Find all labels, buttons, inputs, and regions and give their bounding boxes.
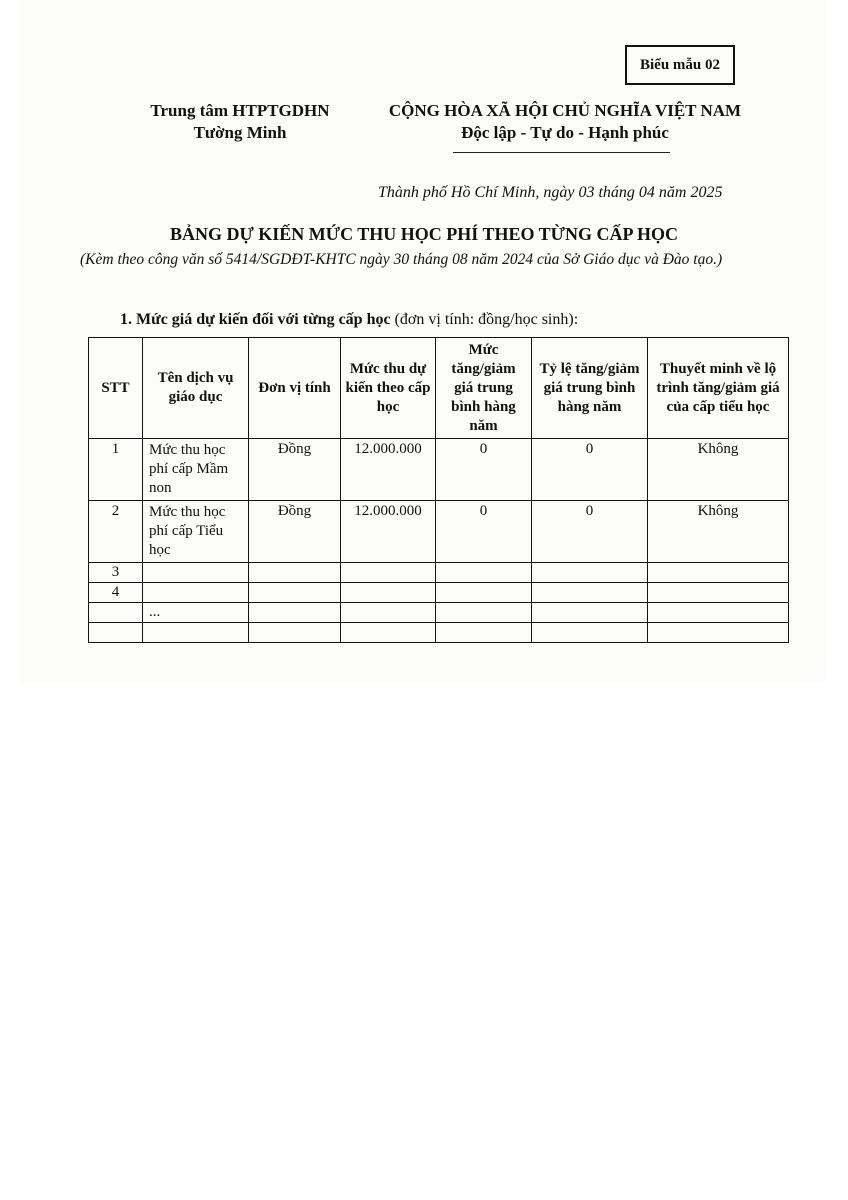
national-title: CỘNG HÒA XÃ HỘI CHỦ NGHĨA VIỆT NAM [388, 101, 742, 120]
place-date: Thành phố Hồ Chí Minh, ngày 03 tháng 04 năm 2025 [378, 184, 723, 201]
header-stt: STT [89, 338, 143, 439]
header-annual-rate: Tỷ lệ tăng/giảm giá trung bình hàng năm [532, 338, 648, 439]
cell-service-name: Mức thu học phí cấp Mầm non [143, 439, 249, 501]
header-expected-fee: Mức thu dự kiến theo cấp học [341, 338, 436, 439]
header-annual-change: Mức tăng/giảm giá trung bình hàng năm [436, 338, 532, 439]
cell-empty [648, 623, 789, 643]
section-heading [120, 311, 800, 329]
cell-rate: 0 [532, 439, 648, 501]
table-row-empty [89, 583, 789, 603]
cell-change: 0 [436, 501, 532, 563]
cell-empty [436, 623, 532, 643]
cell-rate: 0 [532, 501, 648, 563]
document-title: BẢNG DỰ KIẾN MỨC THU HỌC PHÍ THEO TỪNG CẤP HỌC [169, 224, 679, 244]
motto-underline [453, 152, 670, 153]
cell-stt: 2 [89, 501, 143, 563]
cell-empty [249, 623, 341, 643]
cell-empty [648, 603, 789, 623]
cell-note: Không [648, 501, 789, 563]
cell-service-name: Mức thu học phí cấp Tiểu học [143, 501, 249, 563]
cell-empty [249, 583, 341, 603]
cell-empty [648, 583, 789, 603]
table-header-row [89, 338, 789, 439]
cell-unit: Đồng [249, 501, 341, 563]
cell-empty [341, 623, 436, 643]
table-row-empty [89, 563, 789, 583]
cell-stt: 3 [89, 563, 143, 583]
table-row-empty [89, 603, 789, 623]
table-row [89, 501, 789, 563]
cell-note: Không [648, 439, 789, 501]
tuition-fee-table [88, 337, 789, 643]
cell-change: 0 [436, 439, 532, 501]
cell-empty [249, 603, 341, 623]
cell-empty [532, 583, 648, 603]
cell-empty [436, 603, 532, 623]
cell-empty [341, 563, 436, 583]
section-label: 1. Mức giá dự kiến đối với từng cấp học [120, 311, 391, 328]
organization-subname: Tường Minh [193, 123, 287, 142]
cell-empty [249, 563, 341, 583]
cell-empty [341, 583, 436, 603]
cell-empty [143, 563, 249, 583]
cell-empty [436, 563, 532, 583]
cell-empty [532, 603, 648, 623]
cell-empty [143, 583, 249, 603]
form-label: Biểu mẫu 02 [639, 56, 720, 73]
cell-empty [532, 563, 648, 583]
national-motto: Độc lập - Tự do - Hạnh phúc [461, 123, 669, 142]
cell-empty [532, 623, 648, 643]
organization-header [135, 100, 345, 144]
cell-empty [436, 583, 532, 603]
header-unit: Đơn vị tính [249, 338, 341, 439]
cell-fee: 12.000.000 [341, 501, 436, 563]
cell-empty [89, 623, 143, 643]
cell-empty [648, 563, 789, 583]
cell-ellipsis: ... [143, 603, 249, 623]
table-row-empty [89, 623, 789, 643]
cell-stt: 1 [89, 439, 143, 501]
national-header [360, 100, 770, 144]
section-unit: (đơn vị tính: đồng/học sinh): [394, 311, 579, 328]
organization-name: Trung tâm HTPTGDHN [150, 101, 330, 120]
form-label-box [625, 45, 735, 85]
cell-empty [143, 623, 249, 643]
cell-fee: 12.000.000 [341, 439, 436, 501]
cell-empty [89, 603, 143, 623]
cell-unit: Đồng [249, 439, 341, 501]
cell-stt: 4 [89, 583, 143, 603]
table-row [89, 439, 789, 501]
document-reference-note: (Kèm theo công văn số 5414/SGDĐT-KHTC ngày 30 tháng 08 năm 2024 của Sở Giáo dục và Đào tạo.) [80, 251, 723, 268]
header-roadmap-note: Thuyết minh về lộ trình tăng/giảm giá của cấp tiểu học [648, 338, 789, 439]
cell-empty [341, 603, 436, 623]
header-service-name: Tên dịch vụ giáo dục [143, 338, 249, 439]
